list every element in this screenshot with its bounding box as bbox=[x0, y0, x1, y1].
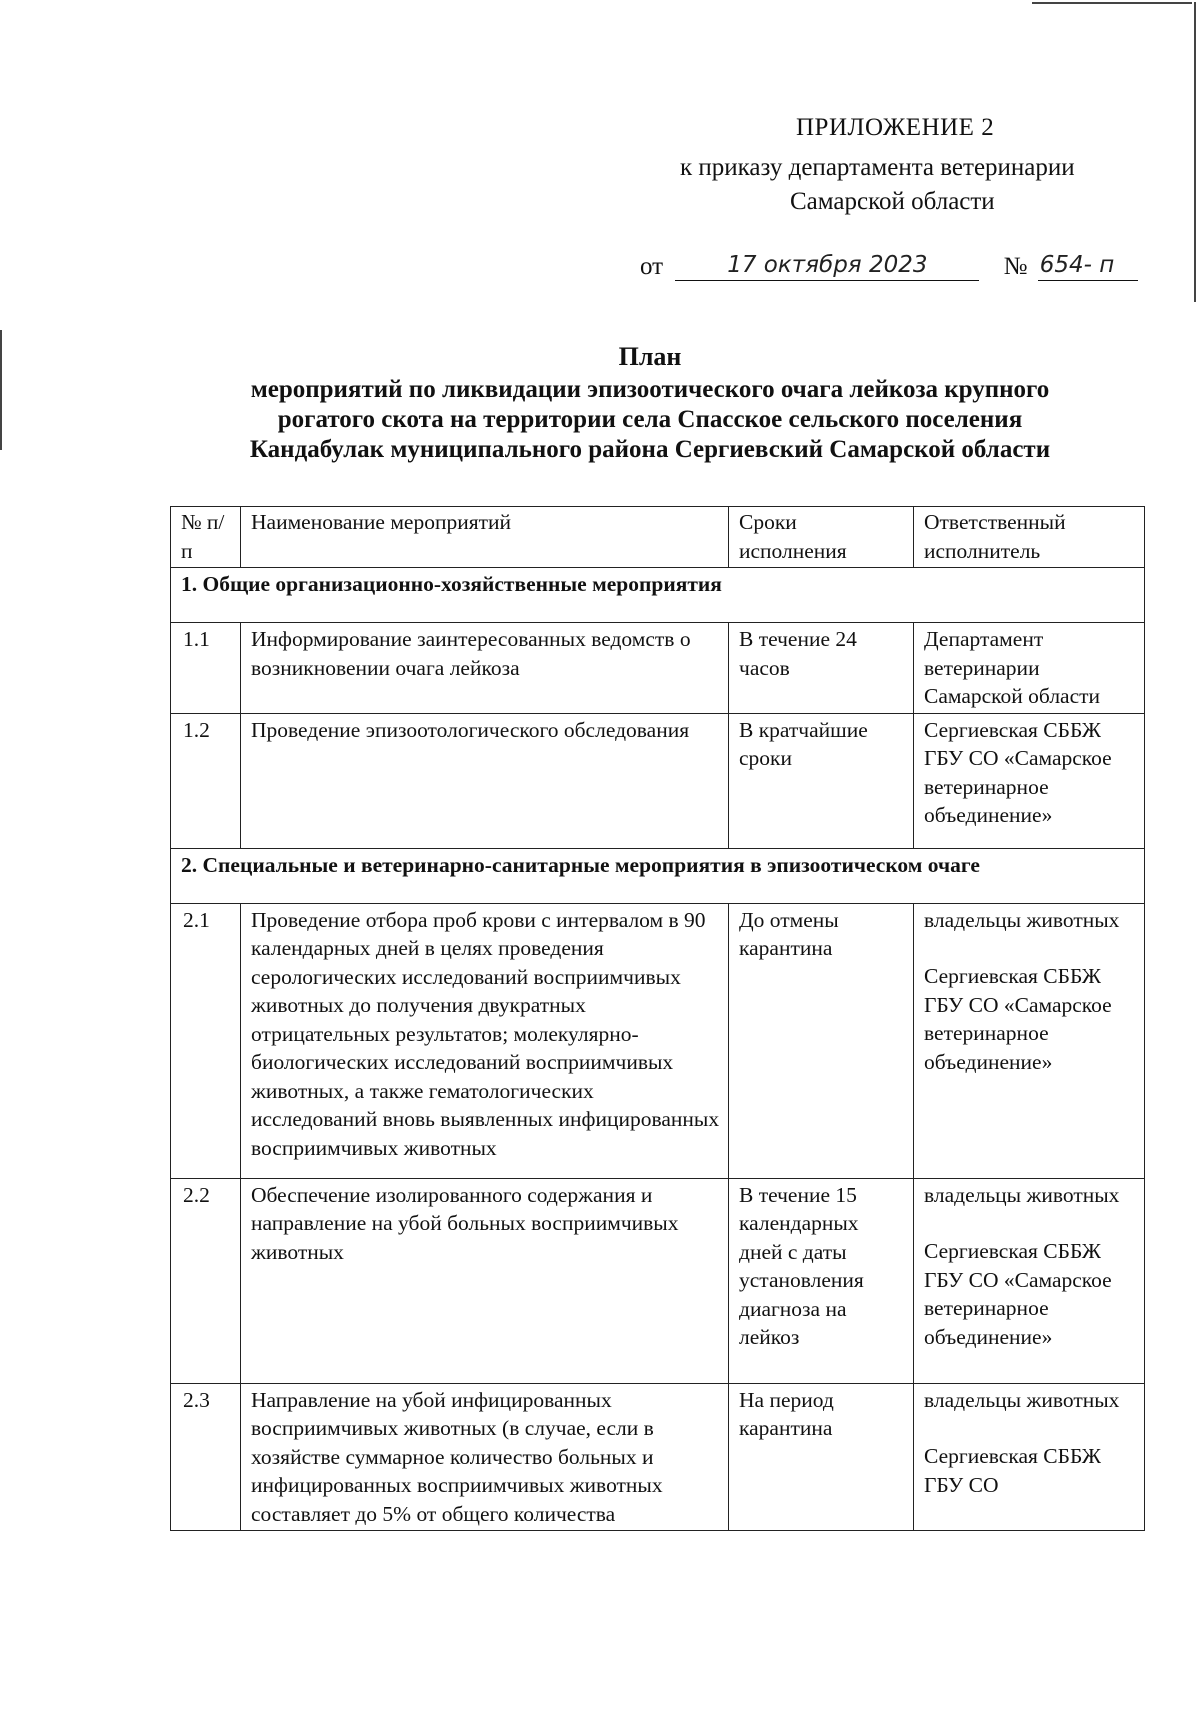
scan-edge-mark bbox=[1194, 2, 1196, 302]
row-measure: Направление на убой инфицированных восприимчивых животных (в случае, если в хозяйстве суммарное количество больных и инфицированных восприимчивых животных составляет до 5% от общего количества bbox=[241, 1383, 729, 1531]
plan-subtitle-line2: рогатого скота на территории села Спасское сельского поселения bbox=[277, 406, 1023, 433]
measures-table bbox=[170, 506, 1145, 1531]
row-responsible-service: Сергиевская СББЖ ГБУ СО «Самарское ветеринарное объединение» bbox=[924, 1239, 1112, 1349]
table-header-row bbox=[171, 507, 1145, 568]
section-heading-2: 2. Специальные и ветеринарно-санитарные мероприятия в эпизоотическом очаге bbox=[171, 848, 1145, 903]
row-number: 2.2 bbox=[171, 1178, 241, 1383]
row-measure: Обеспечение изолированного содержания и направление на убой больных восприимчивых животных bbox=[241, 1178, 729, 1383]
table-row bbox=[171, 1178, 1145, 1383]
header-responsible: Ответственный исполнитель bbox=[914, 507, 1145, 568]
order-from-label: от bbox=[640, 253, 664, 280]
table-row bbox=[171, 623, 1145, 714]
row-deadline: До отмены карантина bbox=[729, 903, 914, 1178]
row-measure: Информирование заинтересованных ведомств о возникновении очага лейкоза bbox=[241, 623, 729, 714]
annex-reference-line2: Самарской области bbox=[790, 188, 995, 215]
row-responsible-cell bbox=[914, 1178, 1145, 1383]
annex-title: ПРИЛОЖЕНИЕ 2 bbox=[796, 114, 995, 141]
scan-edge-mark bbox=[1032, 2, 1192, 4]
header-deadline: Сроки исполнения bbox=[729, 507, 914, 568]
row-number: 2.1 bbox=[171, 903, 241, 1178]
plan-heading bbox=[160, 342, 1140, 465]
row-number: 2.3 bbox=[171, 1383, 241, 1531]
scan-edge-mark bbox=[0, 330, 2, 450]
row-deadline: На период карантина bbox=[729, 1383, 914, 1531]
row-responsible-owners: владельцы животных bbox=[924, 907, 1120, 932]
plan-subtitle-line3: Кандабулак муниципального района Сергиевский Самарской области bbox=[249, 436, 1051, 463]
row-responsible-cell bbox=[914, 903, 1145, 1178]
section-heading-1: 1. Общие организационно-хозяйственные мероприятия bbox=[171, 568, 1145, 623]
row-responsible-owners: владельцы животных bbox=[924, 1387, 1120, 1412]
annex-reference-line1: к приказу департамента ветеринарии bbox=[680, 154, 1075, 181]
row-measure: Проведение отбора проб крови с интервалом в 90 календарных дней в целях проведения серологических исследований восприимчивых животных до получения двукратных отрицательных результатов; молекулярно-биологических исследований восприимчивых животных, а также гематологических исследований вновь выявленных инфицированных восприимчивых животных bbox=[241, 903, 729, 1178]
table-row bbox=[171, 903, 1145, 1178]
row-measure: Проведение эпизоотологического обследования bbox=[241, 713, 729, 848]
row-responsible-cell bbox=[914, 1383, 1145, 1531]
row-responsible-owners: владельцы животных bbox=[924, 1182, 1120, 1207]
row-number: 1.1 bbox=[171, 623, 241, 714]
row-responsible-service: Сергиевская СББЖ ГБУ СО bbox=[924, 1444, 1102, 1497]
table-row bbox=[171, 1383, 1145, 1531]
row-responsible: Департамент ветеринарии Самарской области bbox=[914, 623, 1145, 714]
section-row bbox=[171, 848, 1145, 903]
row-responsible-service: Сергиевская СББЖ ГБУ СО «Самарское ветеринарное объединение» bbox=[924, 964, 1112, 1074]
header-number: № п/п bbox=[171, 507, 241, 568]
row-deadline: В течение 15 календарных дней с даты установления диагноза на лейкоз bbox=[729, 1178, 914, 1383]
order-date-handwritten: 17 октября 2023 bbox=[675, 250, 979, 281]
row-deadline: В течение 24 часов bbox=[729, 623, 914, 714]
order-date-number-line bbox=[640, 250, 1138, 281]
table-row bbox=[171, 713, 1145, 848]
section-row bbox=[171, 568, 1145, 623]
row-responsible: Сергиевская СББЖ ГБУ СО «Самарское ветеринарное объединение» bbox=[914, 713, 1145, 848]
row-deadline: В кратчайшие сроки bbox=[729, 713, 914, 848]
plan-title: План bbox=[618, 342, 682, 371]
plan-subtitle-line1: мероприятий по ликвидации эпизоотического очага лейкоза крупного bbox=[250, 376, 1050, 403]
order-number-label: № bbox=[1003, 253, 1028, 280]
order-number-handwritten: 654- п bbox=[1038, 250, 1138, 281]
header-measure-name: Наименование мероприятий bbox=[241, 507, 729, 568]
row-number: 1.2 bbox=[171, 713, 241, 848]
